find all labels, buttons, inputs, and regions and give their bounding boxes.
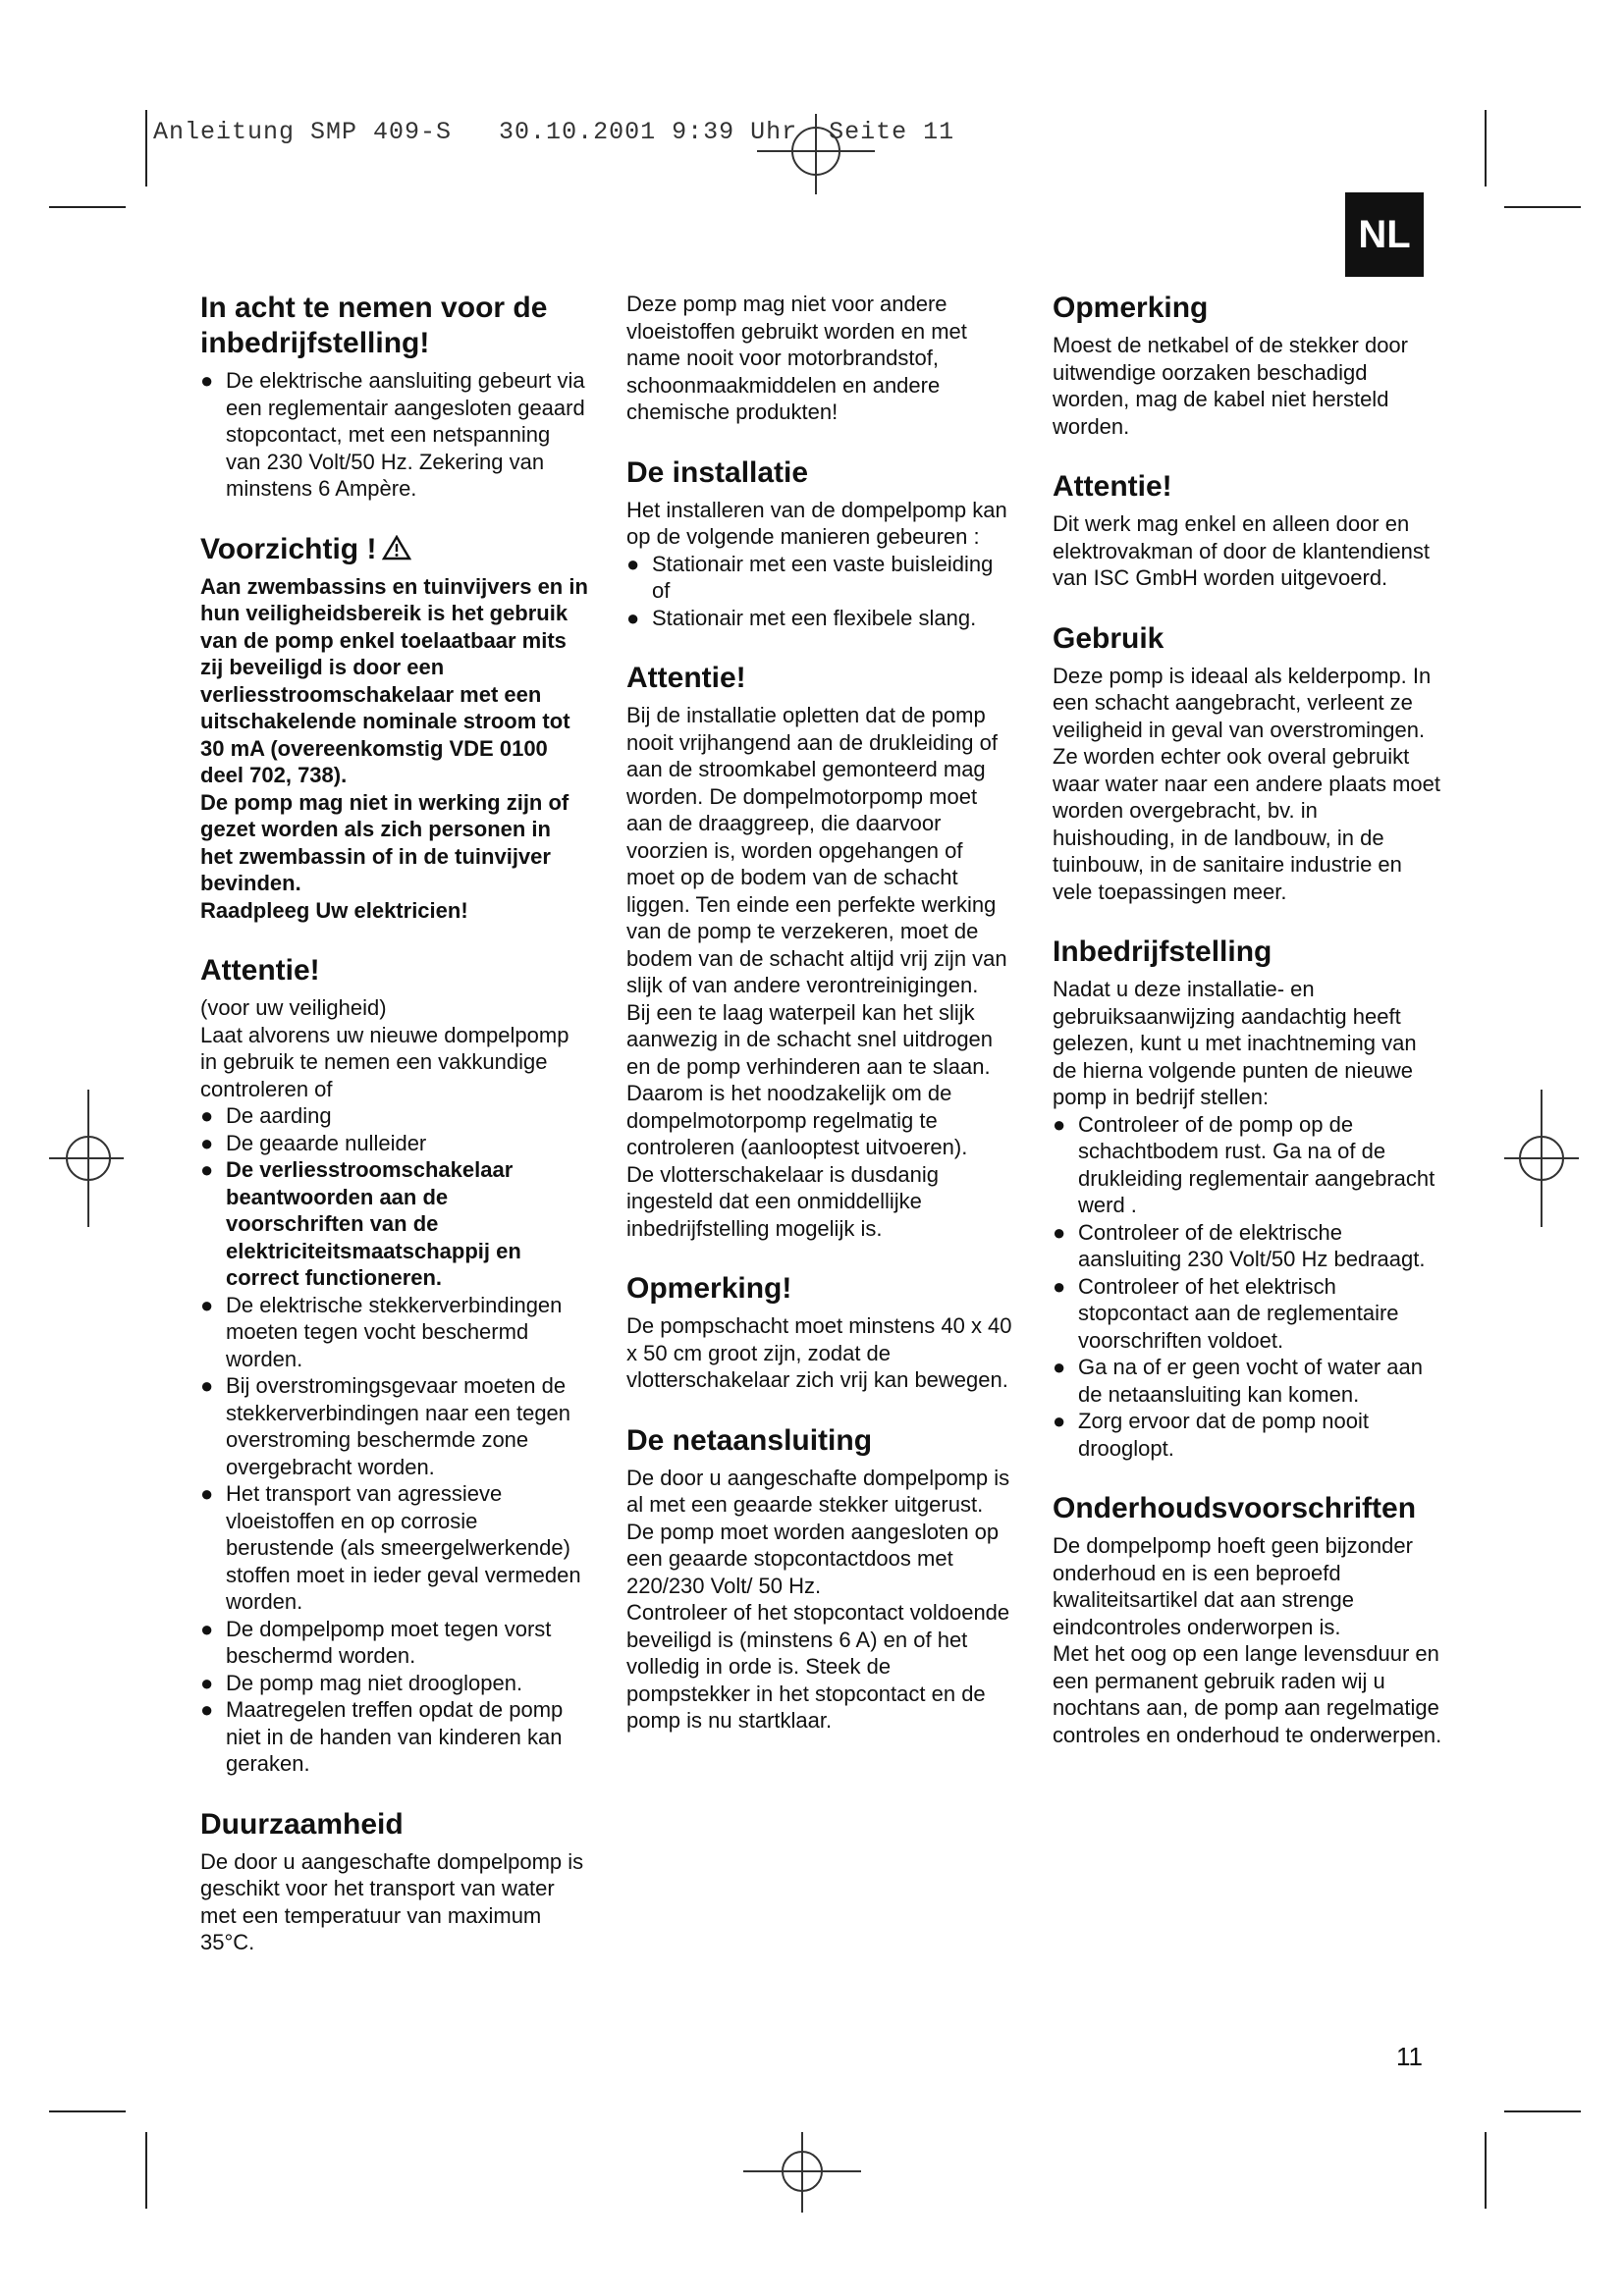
paragraph: De vlotterschakelaar is dusdanig ingesteld dat een onmiddellijke inbedrijfstelling mogelijk is. [626,1161,939,1241]
paragraph: Met het oog op een lange levensduur en een permanent gebruik raden wij u nochtans aan, de pomp aan regelmatige controles en onderhoud te onderwerpen. [1053,1641,1442,1747]
section-opmerking [1053,291,1445,440]
paragraph: Bij een te laag waterpeil kan het slijk aanwezig in de schacht snel uitdrogen en de pomp verhinderen aan te slaan. Daarom is het noodzakelijk om de dompelmotorpomp regelmatig te controleren (aanlooptest uitvoeren). [626,999,994,1159]
list-item: ● De elektrische stekkerverbindingen moeten tegen vocht beschermd worden. [200,1292,588,1373]
section-heading: De installatie [626,455,809,489]
section-heading: Opmerking! [626,1272,792,1305]
section-installatie [626,455,1014,632]
list-item: ● Maatregelen treffen opdat de pomp niet in de handen van kinderen kan geraken. [200,1696,588,1778]
column-1 [200,291,588,1986]
registration-mark-right [1502,1080,1581,1237]
list-item: ● De aarding [200,1102,588,1130]
list-item: ● Ga na of er geen vocht of water aan de netaansluiting kan komen. [1053,1354,1445,1408]
section-inbedrijfstelling-notes [200,291,588,503]
paragraph: Het installeren van de dompelpomp kan op de volgende manieren gebeuren : [626,497,1007,549]
paragraph: Ze worden echter ook overal gebruikt waar water naar een andere plaats moet worden overgebracht, bv. in huishouding, in de landbouw, in de tuinbouw, in de sanitaire industrie en vele toepassingen meer. [1053,744,1441,904]
list-item: ● Stationair met een flexibele slang. [626,605,1014,632]
crop-mark [49,2110,126,2112]
section-heading: Attentie! [626,662,746,694]
warning-text: Aan zwembassins en tuinvijvers en in hun veiligheidsbereik is het gebruik van de pomp enkel toelaatbaar mits zij beveiligd is door een verliesstroomschakelaar met een uitschakelende nominale stroom tot 30 mA (overeenkomstig VDE 0100 deel 702, 738). [200,573,588,787]
paragraph: Bij de installatie opletten dat de pomp nooit vrijhangend aan de drukleiding of aan de stroomkabel gemonteerd mag worden. De dompelmotorpomp moet aan de draaggreep, die daarvoor voorzien is, worden opgehangen of moet op de bodem van de schacht liggen. Ten einde een perfekte werking van de pomp te verzekeren, moet de bodem van de schacht altijd vrij zijn van slijk of van andere verontreinigingen. [626,703,1007,997]
bullet-list [626,551,1014,632]
list-item: ● Het transport van agressieve vloeistoffen en op corrosie berustende (als smeergelwerkende) stoffen moet in ieder geval vermeden worden. [200,1480,588,1616]
paragraph: Controleer of het stopcontact voldoende beveiligd is (minstens 6 A) en of het volledig in orde is. Steek de pompstekker in het stopcontact en de pomp is nu startklaar. [626,1600,1010,1733]
crop-mark [1485,110,1487,187]
paragraph: Dit werk mag enkel en alleen door en elektrovakman of door de klantendienst van ISC GmbH worden uitgevoerd. [1053,511,1431,590]
section-inbedrijfstelling [1053,934,1445,1462]
section-heading: Attentie! [200,954,320,987]
registration-mark-bottom [738,2128,866,2216]
paragraph: De dompelpomp hoeft geen bijzonder onderhoud en is een beproefd kwaliteitsartikel dat aan strenge eindcontroles onderworpen is. [1053,1533,1413,1639]
list-item: ● Stationair met een vaste buisleiding of [626,551,1014,605]
paragraph: Deze pomp is ideaal als kelderpomp. In een schacht aangebracht, verleent ze veiligheid in geval van overstromingen. [1053,663,1432,742]
language-badge: NL [1345,192,1424,277]
crop-mark [145,2132,147,2209]
warning-text: Raadpleeg Uw elektricien! [200,897,468,923]
list-item: ● Bij overstromingsgevaar moeten de stekkerverbindingen naar een tegen overstroming beschermde zone overgebracht worden. [200,1372,588,1480]
section-intro [626,291,1014,426]
section-onderhoud [1053,1491,1445,1748]
list-item: ● Controleer of het elektrisch stopcontact aan de reglementaire voorschriften voldoet. [1053,1273,1445,1355]
bullet-list [200,1102,588,1778]
crop-mark [1504,206,1581,208]
section-heading [200,532,588,567]
paragraph: De door u aangeschafte dompelpomp is geschikt voor het transport van water met een temperatuur van maximum 35°C. [200,1848,584,1954]
section-voorzichtig [200,532,588,925]
paragraph: (voor uw veiligheid) [200,995,387,1020]
section-duurzaamheid [200,1807,588,1956]
print-header: Anleitung SMP 409-S 30.10.2001 9:39 Uhr Seite 11 [153,118,955,146]
paragraph: De door u aangeschafte dompelpomp is al met een geaarde stekker uitgerust. De pomp moet worden aangesloten op een geaarde stopcontactdoos met 220/230 Volt/ 50 Hz. [626,1465,1010,1598]
paragraph: Moest de netkabel of de stekker door uitwendige oorzaken beschadigd worden, mag de kabel niet hersteld worden. [1053,333,1408,439]
bullet-list [200,367,588,503]
list-item: ● De dompelpomp moet tegen vorst beschermd worden. [200,1616,588,1670]
section-heading: Attentie! [1053,470,1172,503]
crop-mark [145,110,147,187]
list-item: ● De geaarde nulleider [200,1130,588,1157]
warning-icon [382,535,411,561]
section-attentie [200,953,588,1778]
warning-text: De pomp mag niet in werking zijn of gezet worden als zich personen in het zwembassin of in de tuinvijver bevinden. [200,789,569,895]
crop-mark [1504,2110,1581,2112]
list-item: ● De verliesstroomschakelaar beantwoorden aan de voorschriften van de elektriciteitsmaatschappij en correct functioneren. [200,1156,588,1292]
list-item: ● Zorg ervoor dat de pomp nooit drooglopt. [1053,1408,1445,1462]
list-item: ● De elektrische aansluiting gebeurt via een reglementair aangesloten geaard stopcontact, met een netspanning van 230 Volt/50 Hz. Zekering van minstens 6 Ampère. [200,367,588,503]
section-heading: Opmerking [1053,292,1209,324]
section-heading: Gebruik [1053,621,1164,655]
section-gebruik [1053,621,1445,906]
registration-mark-left [47,1080,126,1237]
section-opmerking-schacht [626,1271,1014,1394]
section-heading: Onderhoudsvoorschriften [1053,1492,1417,1524]
section-attentie-installatie [626,661,1014,1242]
crop-mark [49,206,126,208]
column-3 [1053,291,1445,1778]
section-heading: Inbedrijfstelling [1053,935,1272,968]
section-netaansluiting [626,1423,1014,1735]
bullet-list [1053,1111,1445,1463]
section-heading: In acht te nemen voor de inbedrijfstelling! [200,292,548,359]
list-item: ● Controleer of de elektrische aansluiting 230 Volt/50 Hz bedraagt. [1053,1219,1445,1273]
list-item: ● De pomp mag niet drooglopen. [200,1670,588,1697]
page-number: 11 [1396,2042,1423,2071]
heading-text: Voorzichtig ! [200,532,377,565]
paragraph: Laat alvorens uw nieuwe dompelpomp in gebruik te nemen een vakkundige controleren of [200,1022,569,1101]
crop-mark [1485,2132,1487,2209]
paragraph: Deze pomp mag niet voor andere vloeistoffen gebruikt worden en met name nooit voor motorbrandstof, schoonmaakmiddelen en andere chemische produkten! [626,292,967,424]
paragraph: Nadat u deze installatie- en gebruiksaanwijzing aandachtig heeft gelezen, kunt u met inachtneming van de hierna volgende punten de nieuwe pomp in bedrijf stellen: [1053,977,1417,1109]
section-attentie-kabel [1053,469,1445,592]
column-2 [626,291,1014,1764]
section-heading: Duurzaamheid [200,1807,404,1841]
paragraph: De pompschacht moet minstens 40 x 40 x 50 cm groot zijn, zodat de vlotterschakelaar zich vrij kan bewegen. [626,1313,1012,1392]
list-item: ● Controleer of de pomp op de schachtbodem rust. Ga na of de drukleiding reglementair aangebracht werd . [1053,1111,1445,1219]
section-heading: De netaansluiting [626,1423,873,1457]
